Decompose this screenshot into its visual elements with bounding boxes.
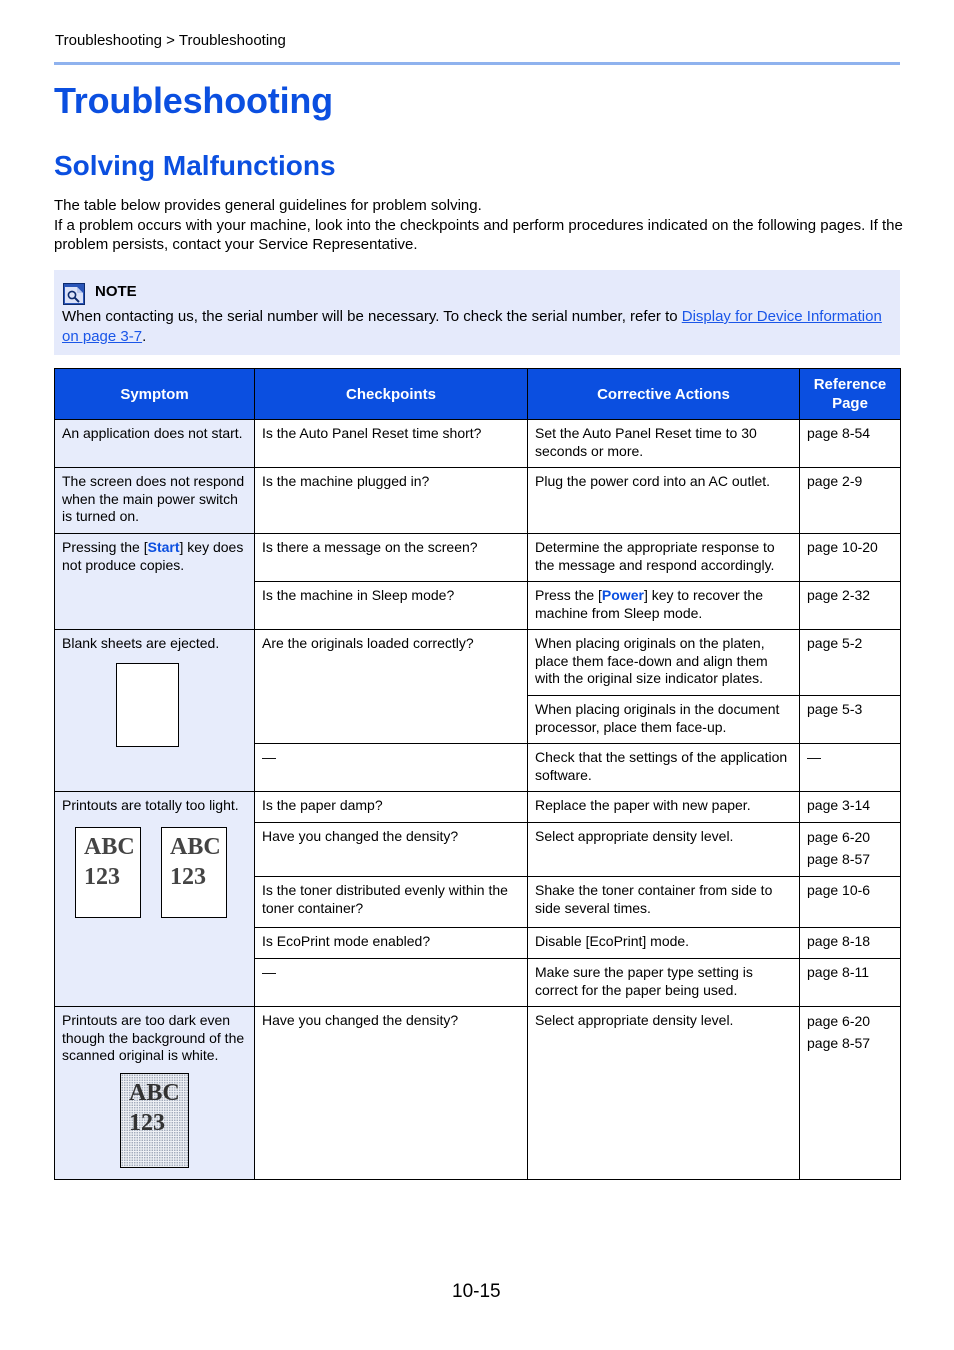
reference-cell [800,823,901,877]
note-box [54,270,900,355]
reference-link: page 8-57 [807,1035,871,1051]
checkpoint-cell: Is there a message on the screen? [255,534,528,582]
checkpoint-cell: — [255,744,528,792]
action-cell: When placing originals in the document processor, place them face-up. [528,696,800,744]
action-text: ] key to recover the machine from Sleep mode. [535,587,763,621]
symptom-cell [55,534,255,630]
checkpoint-cell: Is the paper damp? [255,792,528,823]
checkpoint-cell: Is the machine plugged in? [255,468,528,534]
page-title: Troubleshooting [54,80,333,121]
note-text [62,307,882,347]
action-cell: Disable [EcoPrint] mode. [528,928,800,959]
table-row [55,630,901,696]
reference-cell: page 8-54 [800,420,901,468]
checkpoint-cell: Have you changed the density? [255,823,528,877]
power-key-label: Power [601,587,644,603]
reference-cell: page 5-2 [800,630,901,696]
checkpoint-cell: Have you changed the density? [255,1007,528,1180]
checkpoint-cell: Is the machine in Sleep mode? [255,582,528,630]
note-end: . [142,328,147,345]
action-cell: Select appropriate density level. [528,1007,800,1180]
breadcrumb: Troubleshooting > Troubleshooting [55,32,286,49]
symptom-cell: The screen does not respond when the main power switch is turned on. [55,468,255,534]
table-row [55,1007,901,1180]
header-symptom: Symptom [55,369,255,420]
light-sample-right [161,827,227,918]
intro-text [54,196,904,255]
sample-letters: ABC [170,833,221,860]
reference-cell: page 2-9 [800,468,901,534]
start-key-label: Start [147,539,180,555]
reference-link: page 6-20 [807,829,871,845]
sample-digits: 123 [170,863,206,890]
symptom-text: ] key does not produce copies. [62,539,244,573]
action-cell: Set the Auto Panel Reset time to 30 seconds or more. [528,420,800,468]
table-row [55,792,901,823]
reference-cell: — [800,744,901,792]
reference-cell: page 8-18 [800,928,901,959]
sample-digits: 123 [129,1109,165,1136]
checkpoint-cell: Is the Auto Panel Reset time short? [255,420,528,468]
action-cell: Select appropriate density level. [528,823,800,877]
header-reference-page: Reference Page [800,369,901,420]
light-sample-left [75,827,141,918]
checkpoint-cell: Is the toner distributed evenly within the toner container? [255,877,528,928]
section-title: Solving Malfunctions [54,150,336,181]
checkpoint-cell: Are the originals loaded correctly? [255,630,528,744]
symptom-text: Printouts are totally too light. [62,797,239,813]
reference-link: page 8-57 [807,851,871,867]
table-header-row [55,369,901,420]
page-number: 10-15 [452,1281,501,1302]
sample-letters: ABC [129,1079,180,1106]
action-cell: Plug the power cord into an AC outlet. [528,468,800,534]
note-heading: NOTE [95,283,137,300]
symptom-text: Printouts are too dark even though the background of the scanned original is white. [62,1012,245,1063]
action-cell: Replace the paper with new paper. [528,792,800,823]
reference-cell: page 3-14 [800,792,901,823]
reference-cell: page 10-6 [800,877,901,928]
table-row [55,468,901,534]
action-cell: Make sure the paper type setting is correct for the paper being used. [528,959,800,1007]
symptom-text: Blank sheets are ejected. [62,635,220,651]
symptom-cell [55,630,255,792]
symptom-cell [55,1007,255,1180]
header-corrective-actions: Corrective Actions [528,369,800,420]
checkpoint-cell: Is EcoPrint mode enabled? [255,928,528,959]
checkpoint-cell: — [255,959,528,1007]
device-info-link[interactable]: Display for Device Information on page 3-7 [62,308,882,345]
symptom-cell [55,792,255,1007]
note-icon [63,283,85,305]
sample-letters: ABC [84,833,135,860]
action-cell: Check that the settings of the application software. [528,744,800,792]
reference-cell: page 2-32 [800,582,901,630]
header-checkpoints: Checkpoints [255,369,528,420]
note-body: When contacting us, the serial number will be necessary. To check the serial number, refer to [62,308,682,325]
action-cell: Shake the toner container from side to side several times. [528,877,800,928]
header-divider [54,62,900,65]
action-cell: When placing originals on the platen, place them face-down and align them with the original size indicator plates. [528,630,800,696]
reference-cell: page 10-20 [800,534,901,582]
symptom-cell: An application does not start. [55,420,255,468]
reference-cell: page 5-3 [800,696,901,744]
reference-cell [800,1007,901,1180]
light-print-samples [75,827,247,918]
symptom-text: Pressing the [ [62,539,148,555]
sample-digits: 123 [84,863,120,890]
action-text: Press the [ [535,587,602,603]
dark-print-sample [120,1073,189,1168]
table-row [55,420,901,468]
reference-cell: page 8-11 [800,959,901,1007]
action-cell [528,582,800,630]
troubleshooting-table [54,368,901,1180]
action-cell: Determine the appropriate response to the message and respond accordingly. [528,534,800,582]
intro-line-1: The table below provides general guidelines for problem solving. [54,197,482,214]
reference-link: page 6-20 [807,1013,871,1029]
blank-sheet-illustration [116,663,179,747]
intro-line-2: If a problem occurs with your machine, look into the checkpoints and perform procedures indicated on the following pages. If the problem persists, contact your Service Representative. [54,216,903,253]
table-row [55,534,901,582]
